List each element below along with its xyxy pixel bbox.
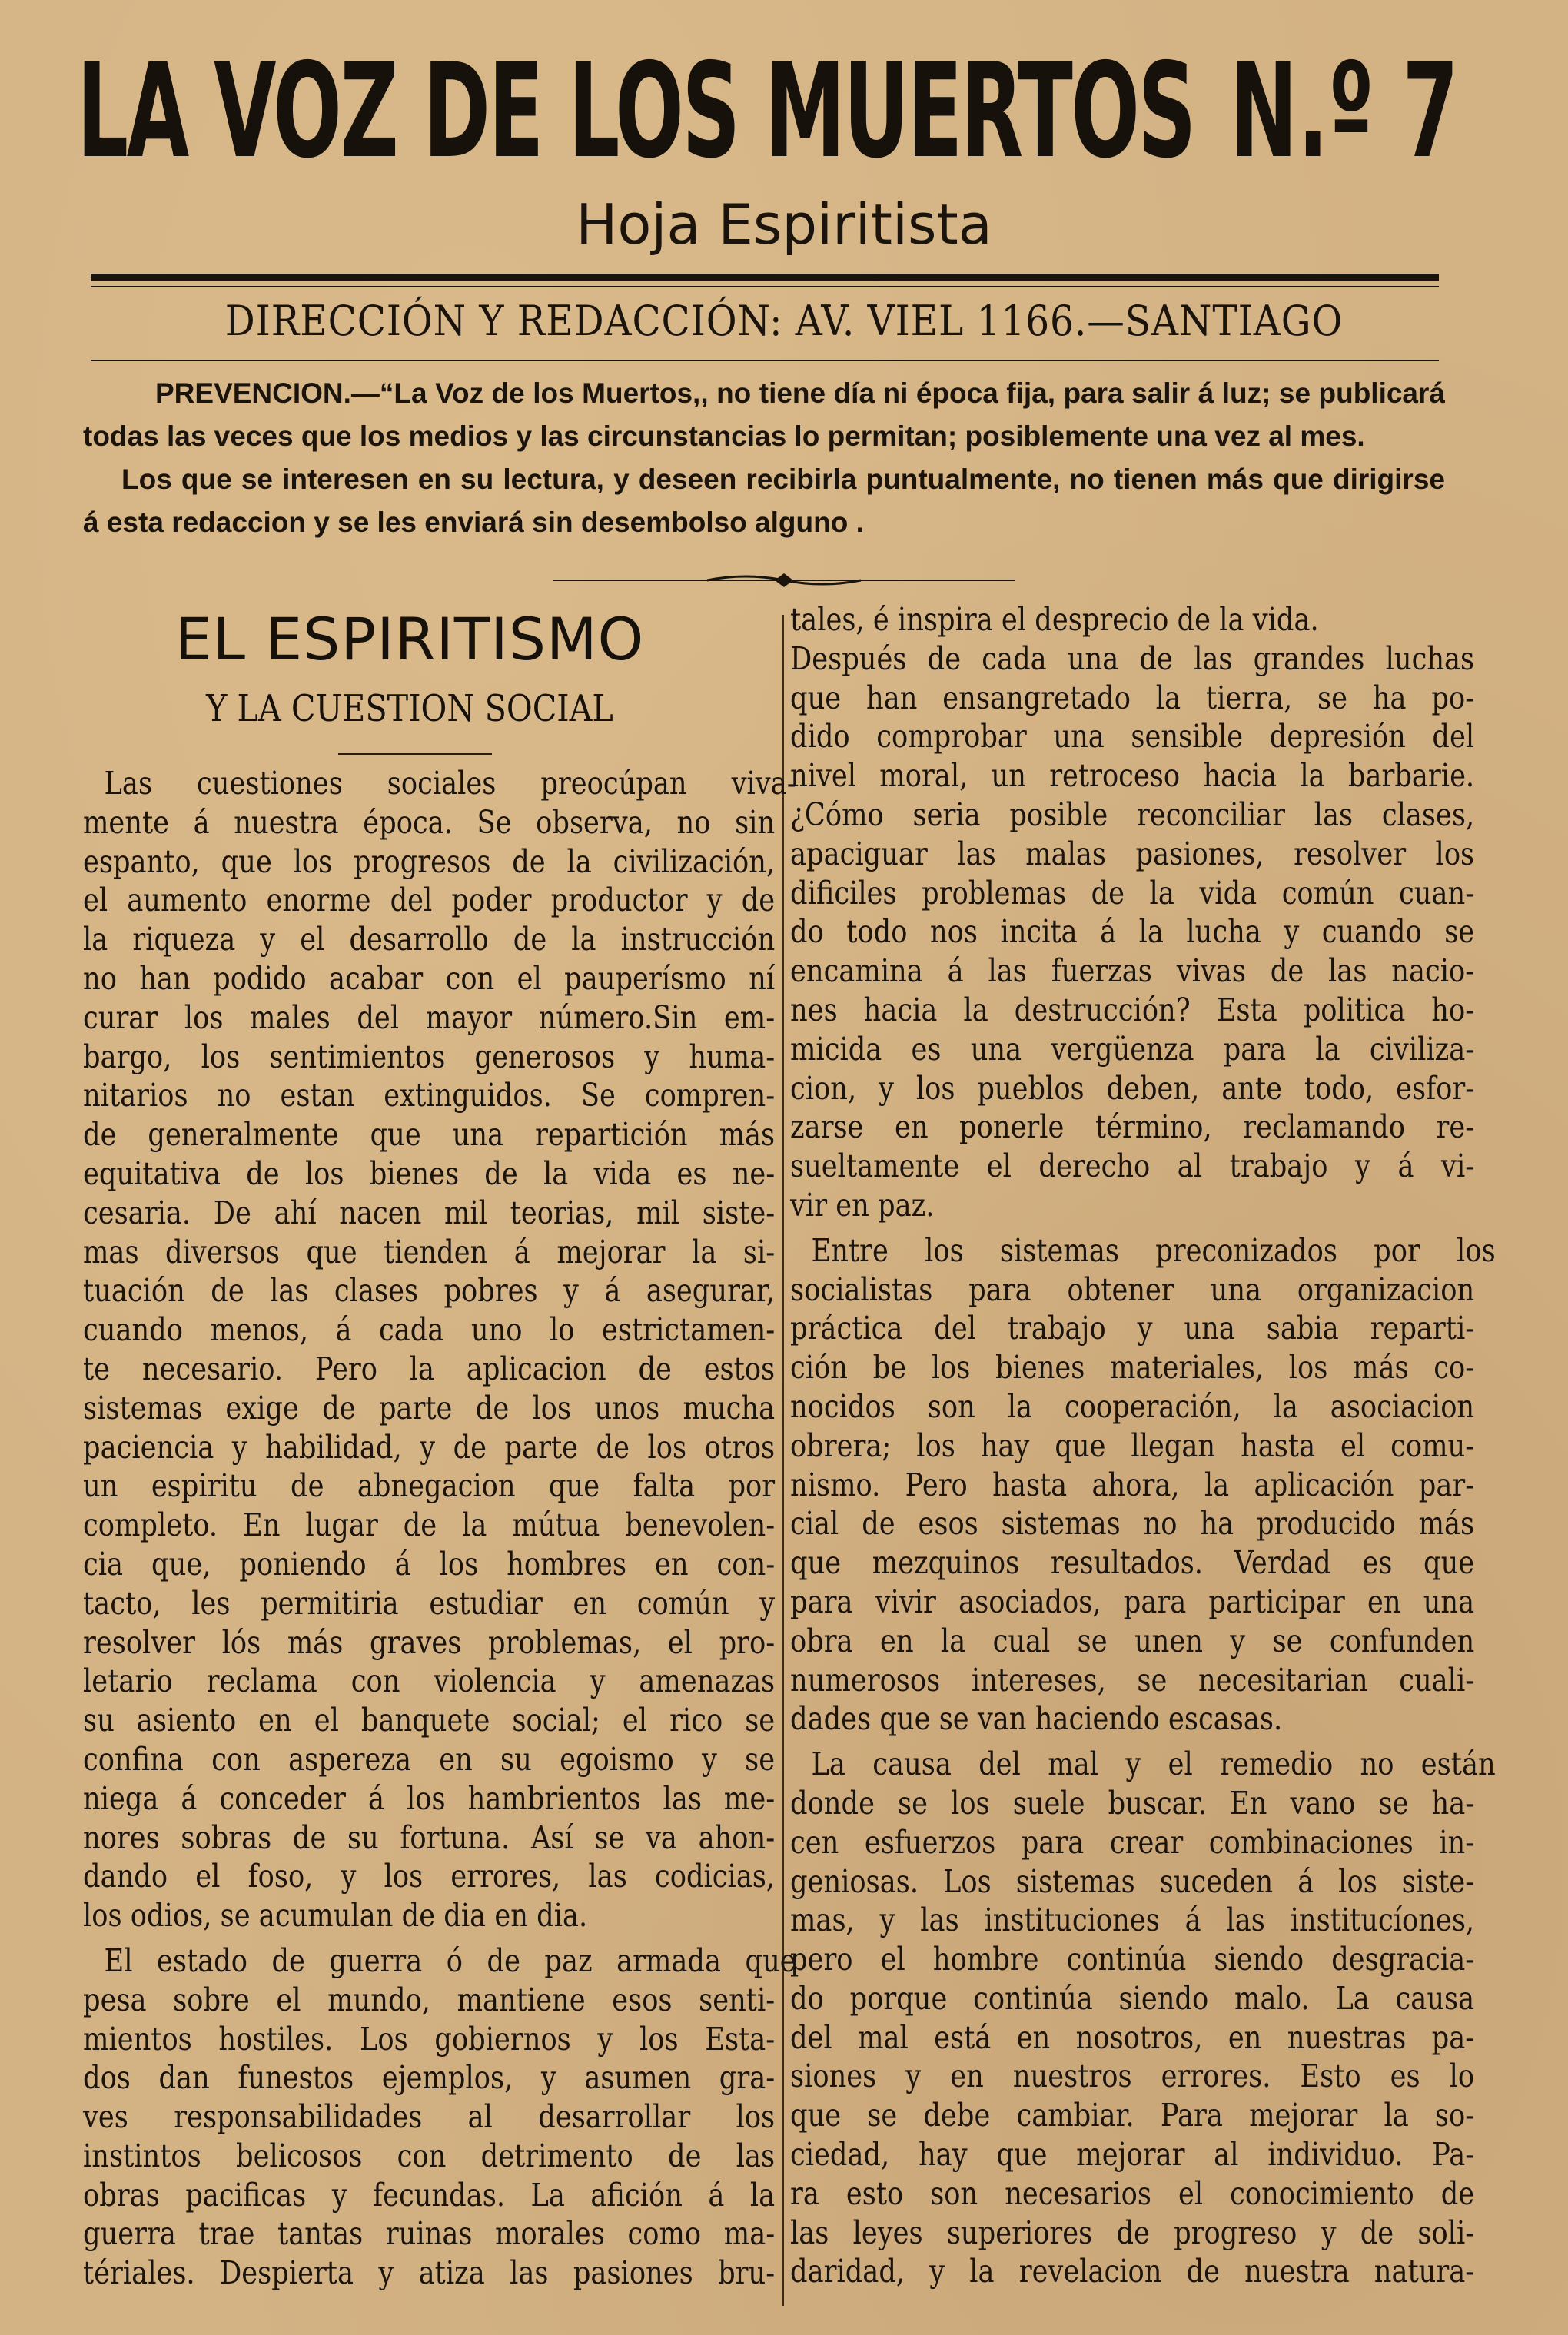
- text-line: do todo nos incita á la lucha y cuando se: [790, 913, 1475, 951]
- text-line: daridad, y la revelacion de nuestra natura-: [790, 2253, 1475, 2290]
- masthead-title: LA VOZ DE LOS MUERTOS: [77, 35, 1194, 188]
- text-line: apaciguar las malas pasiones, resolver los: [790, 835, 1475, 872]
- text-line: ción be los bienes materiales, los más co-: [790, 1349, 1475, 1387]
- article-column-left: [83, 764, 796, 2293]
- text-line: nes hacia la destrucción? Esta politica ho-: [790, 991, 1475, 1028]
- text-line: obra en la cual se unen y se confunden: [790, 1622, 1475, 1659]
- text-line: te necesario. Pero la aplicacion de estos: [83, 1350, 776, 1387]
- text-line: práctica del trabajo y una sabia reparti-: [790, 1310, 1475, 1347]
- text-line: pesa sobre el mundo, mantiene esos senti-: [83, 1981, 776, 2018]
- text-line: socialistas para obtener una organizacion: [790, 1270, 1475, 1308]
- text-line: la riqueza y el desarrollo de la instrucción: [83, 921, 776, 958]
- text-line: ves responsabilidades al desarrollar los: [83, 2098, 776, 2136]
- text-line: mas diversos que tienden á mejorar la si-: [83, 1233, 776, 1270]
- text-line: sistemas exige de parte de los unos mucha: [83, 1389, 776, 1427]
- text-line: pero el hombre continúa siendo desgracia-: [790, 1941, 1475, 1978]
- text-line: Las cuestiones sociales preocúpan viva-: [104, 765, 796, 802]
- text-line: El estado de guerra ó de paz armada que: [104, 1941, 796, 1979]
- text-line: letario reclama con violencia y amenazas: [83, 1662, 776, 1700]
- text-line: curar los males del mayor número.Sin em-: [83, 998, 776, 1036]
- text-line: cion, y los pueblos deben, ante todo, esfor-: [790, 1069, 1475, 1107]
- text-line: las leyes superiores de progreso y de soli-: [790, 2214, 1475, 2251]
- text-line: un espiritu de abnegacion que falta por: [83, 1467, 776, 1505]
- title-rule: [338, 753, 492, 755]
- text-line: tales, é inspira el desprecio de la vida.: [790, 601, 1319, 638]
- text-line: ¿Cómo seria posible reconciliar las clases,: [790, 795, 1475, 833]
- text-line: ra esto son necesarios el conocimiento de: [790, 2174, 1475, 2212]
- text-line: nocidos son la cooperación, la asociacion: [790, 1387, 1475, 1425]
- text-line: nitarios no estan extinguidos. Se compren-: [83, 1077, 776, 1114]
- text-line: su asiento en el banquete social; el rico se: [83, 1702, 776, 1739]
- text-line: cuando menos, á cada uno lo estrictamen-: [83, 1311, 776, 1349]
- text-line: los odios, se acumulan de dia en dia.: [83, 1897, 588, 1935]
- text-line: donde se los suele buscar. En vano se ha-: [790, 1784, 1475, 1822]
- column-divider: [782, 615, 784, 2306]
- text-line: obras pacificas y fecundas. La afición á la: [83, 2176, 776, 2214]
- notice-block: [83, 372, 1445, 544]
- text-line: nivel moral, un retroceso hacia la barbarie.: [790, 757, 1475, 795]
- text-line: encamina á las fuerzas vivas de las nacio-: [790, 952, 1475, 990]
- text-line: vir en paz.: [790, 1186, 935, 1224]
- text-line: instintos belicosos con detrimento de las: [83, 2137, 776, 2174]
- masthead-rule-thick: [91, 274, 1439, 281]
- text-line: tuación de las clases pobres y á asegurar,: [83, 1272, 776, 1310]
- masthead-rule-thin: [91, 286, 1439, 287]
- direction-rule: [91, 360, 1439, 361]
- text-line: nismo. Pero hasta ahora, la aplicación par-: [790, 1466, 1475, 1503]
- text-line: micida es una vergüenza para la civiliza-: [790, 1030, 1475, 1068]
- text-line: completo. En lugar de la mútua benevolen-: [83, 1506, 776, 1544]
- text-line: Después de cada una de las grandes luchas: [790, 639, 1475, 677]
- text-line: bargo, los sentimientos generosos y huma-: [83, 1038, 776, 1075]
- text-line: obrera; los hay que llegan hasta el comu-: [790, 1427, 1475, 1464]
- text-line: resolver lós más graves problemas, el pro-: [83, 1623, 776, 1661]
- text-line: el aumento enorme del poder productor y de: [83, 882, 776, 919]
- text-line: que han ensangretado la tierra, se ha po-: [790, 679, 1475, 716]
- text-line: La causa del mal y el remedio no están: [811, 1745, 1496, 1783]
- text-line: Entre los sistemas preconizados por los: [811, 1231, 1496, 1269]
- text-line: zarse en ponerle término, reclamando re-: [790, 1108, 1475, 1146]
- text-line: de generalmente que una repartición más: [83, 1116, 776, 1154]
- ornament-divider: [553, 569, 1015, 592]
- text-line: espanto, que los progresos de la civilización,: [83, 842, 776, 880]
- text-line: equitativa de los bienes de la vida es ne-: [83, 1154, 776, 1192]
- article-subtitle: Y LA CUESTION SOCIAL: [206, 687, 613, 730]
- text-line: para vivir asociados, para participar en una: [790, 1583, 1475, 1620]
- text-line: tacto, les permitiria estudiar en común y: [83, 1584, 776, 1622]
- text-line: cia que, poniendo á los hombres en con-: [83, 1545, 776, 1583]
- text-line: siones y en nuestros errores. Esto es lo: [790, 2058, 1475, 2095]
- text-line: mientos hostiles. Los gobiernos y los Esta-: [83, 2020, 776, 2058]
- text-line: no han podido acabar con el pauperísmo ní: [83, 959, 776, 997]
- text-line: cen esfuerzos para crear combinaciones in-: [790, 1823, 1475, 1861]
- text-line: dificiles problemas de la vida común cuan-: [790, 874, 1475, 912]
- text-line: cesaria. De ahí nacen mil teorias, mil siste-: [83, 1194, 776, 1231]
- text-line: numerosos intereses, se necesitarian cuali-: [790, 1661, 1475, 1699]
- text-line: geniosas. Los sistemas suceden á los siste-: [790, 1862, 1475, 1900]
- direction-line: DIRECCIÓN Y REDACCIÓN: AV. VIEL 1166.—SANTIAGO: [224, 297, 1344, 345]
- text-line: mas, y las instituciones á las institucíones,: [790, 1902, 1475, 1939]
- article-title: EL ESPIRITISMO: [174, 605, 645, 673]
- notice-paragraph: Los que se interesen en su lectura, y deseen recibirla puntualmente, no tienen más que dirigirse á esta redaccion y se les enviará sin desembolso alguno .: [83, 463, 1445, 538]
- text-line: dades que se van haciendo escasas.: [790, 1700, 1283, 1738]
- text-line: do porque continúa siendo malo. La causa: [790, 1979, 1475, 2017]
- text-line: del mal está en nosotros, en nuestras pa-: [790, 2018, 1475, 2056]
- text-line: mente á nuestra época. Se observa, no sin: [83, 803, 776, 841]
- notice-paragraph: PREVENCION.—“La Voz de los Muertos,, no tiene día ni época fija, para salir á luz; se publicará todas las veces que los medios y las circunstancias lo permitan; posiblemente una vez al mes.: [83, 377, 1445, 452]
- issue-number: N.º 7: [1230, 35, 1459, 188]
- text-line: confina con aspereza en su egoismo y se: [83, 1740, 776, 1778]
- text-line: paciencia y habilidad, y de parte de los otros: [83, 1428, 776, 1466]
- text-line: nores sobras de su fortuna. Así se va ahon-: [83, 1819, 776, 1856]
- text-line: tériales. Despierta y atiza las pasiones bru-: [83, 2254, 776, 2292]
- text-line: cial de esos sistemas no ha producido más: [790, 1505, 1475, 1543]
- masthead-subtitle: Hoja Espiritista: [576, 192, 992, 257]
- text-line: sueltamente el derecho al trabajo y á vi-: [790, 1148, 1475, 1185]
- text-line: guerra trae tantas ruinas morales como ma-: [83, 2215, 776, 2253]
- article-column-right: [790, 600, 1496, 2291]
- text-line: dido comprobar una sensible depresión del: [790, 718, 1475, 756]
- text-line: ciedad, hay que mejorar al individuo. Pa-: [790, 2136, 1475, 2174]
- text-line: que mezquinos resultados. Verdad es que: [790, 1544, 1475, 1582]
- text-line: niega á conceder á los hambrientos las me-: [83, 1779, 776, 1817]
- text-line: dos dan funestos ejemplos, y asumen gra-: [83, 2059, 776, 2097]
- text-line: que se debe cambiar. Para mejorar la so-: [790, 2097, 1475, 2134]
- text-line: dando el foso, y los errores, las codicias,: [83, 1858, 776, 1895]
